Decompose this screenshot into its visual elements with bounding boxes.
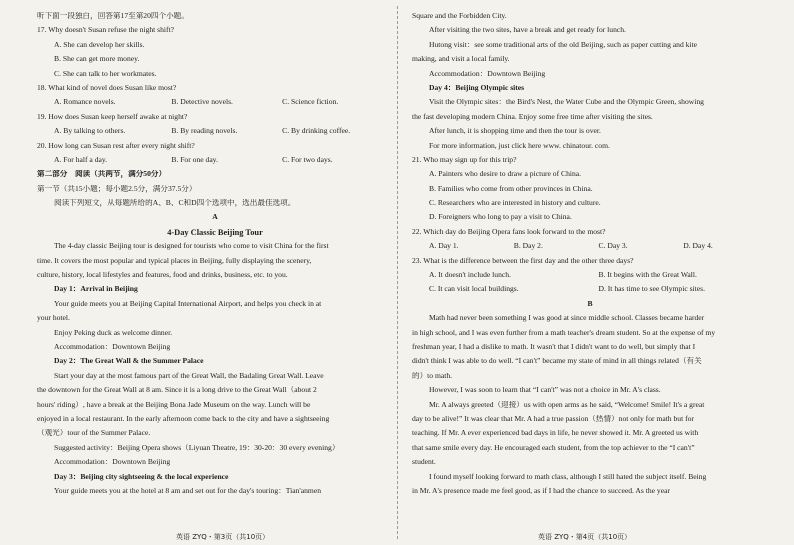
page-divider bbox=[397, 6, 398, 539]
day-4-heading: Day 4：Beijing Olympic sites bbox=[429, 83, 525, 92]
passage-line: student. bbox=[412, 458, 436, 467]
passage-line: （观光）tour of the Summer Palace. bbox=[37, 429, 151, 438]
q21-option-c: C. Researchers who are interested in history and culture. bbox=[429, 199, 601, 208]
q23-option-b: B. It begins with the Great Wall. bbox=[598, 271, 697, 280]
q22-option-b: B. Day 2. bbox=[513, 242, 543, 251]
q21-option-b: B. Families who come from other provinces in China. bbox=[429, 184, 593, 193]
passage-line: Start your day at the most famous part of the Great Wall, the Badaling Great Wall. Leave bbox=[54, 371, 324, 380]
passage-line: the downtown for the Great Wall at 8 am. Since it is a long drive to the Great Wall（about 2 bbox=[37, 386, 317, 395]
passage-line: After lunch, it is shopping time and then the tour is over. bbox=[429, 127, 601, 136]
part-two-heading: 第二部分 阅读（共两节，满分50分） bbox=[37, 170, 167, 179]
q19-option-a: A. By talking to others. bbox=[54, 127, 126, 136]
passage-line: Visit the Olympic sites：the Bird's Nest, the Water Cube and the Olympic Green, showing bbox=[429, 98, 704, 107]
passage-title: 4-Day Classic Beijing Tour bbox=[167, 227, 263, 237]
section-one-heading: 第一节（共15小题；每小题2.5分，满分37.5分） bbox=[37, 184, 197, 193]
passage-line: culture, history, local lifestyles and features, food and drinks, business, etc. to you. bbox=[37, 271, 288, 280]
q22-options bbox=[412, 242, 768, 256]
q18-options bbox=[37, 98, 393, 112]
day-3-heading: Day 3：Beijing city sightseeing & the local experience bbox=[54, 472, 229, 481]
passage-line: enjoyed in a local restaurant. In the early afternoon come back to the city and have a sightseeing bbox=[37, 414, 330, 423]
q20-option-c: C. For two days. bbox=[282, 155, 333, 164]
q23-option-a: A. It doesn't include lunch. bbox=[429, 271, 511, 280]
q21-option-a: A. Painters who desire to draw a picture of China. bbox=[429, 170, 582, 179]
passage-line: day to be alive!” It was clear that Mr. A had a true passion（热情）not only for math but for bbox=[412, 414, 694, 423]
passage-line: Your guide meets you at Beijing Capital International Airport, and helps you check in at bbox=[54, 299, 322, 308]
q19-option-c: C. By drinking coffee. bbox=[282, 127, 351, 136]
passage-line: 的）to math. bbox=[412, 371, 453, 380]
day-1-heading: Day 1：Arrival in Beijing bbox=[54, 285, 138, 294]
passage-line: Enjoy Peking duck as welcome dinner. bbox=[54, 328, 173, 337]
passage-line: freshman year, I had a dislike to math. It wasn't that I didn't want to do well, but simply that I bbox=[412, 342, 696, 351]
question-19: 19. How does Susan keep herself awake at night? bbox=[37, 112, 188, 121]
passage-line: in Mr. A's presence made me feel good, as if I had the chance to succeed. As the year bbox=[412, 486, 670, 495]
left-page-footer: 英语 ZYQ・第3页（共10页） bbox=[176, 532, 270, 541]
q22-option-d: D. Day 4. bbox=[683, 242, 713, 251]
question-21: 21. Who may sign up for this trip? bbox=[412, 155, 517, 164]
passage-line: making, and visit a local family. bbox=[412, 55, 510, 64]
q22-option-c: C. Day 3. bbox=[598, 242, 628, 251]
day-2-heading: Day 2：The Great Wall & the Summer Palace bbox=[54, 357, 204, 366]
q20-option-a: A. For half a day. bbox=[54, 155, 108, 164]
q23-options-row-1 bbox=[412, 271, 768, 285]
passage-letter-a: A bbox=[212, 213, 218, 222]
passage-line: For more information, just click here www. chinatour. com. bbox=[429, 141, 610, 150]
passage-line: teaching. If Mr. A ever experienced bad days in life, he never showed it. Mr. A greeted us with bbox=[412, 429, 699, 438]
passage-line: didn't think I was able to do well. “I can't” became my state of mind in all things related（有关 bbox=[412, 357, 702, 366]
right-page-footer: 英语 ZYQ・第4页（共10页） bbox=[538, 532, 632, 541]
q18-option-b: B. Detective novels. bbox=[171, 98, 233, 107]
passage-line: hours' riding）, have a break at the Beijing Bona Jade Museum on the way. Lunch will be bbox=[37, 400, 311, 409]
passage-line: Accommodation：Downtown Beijing bbox=[54, 342, 171, 351]
question-17: 17. Why doesn't Susan refuse the night shift? bbox=[37, 26, 175, 35]
passage-line: in high school, and I was even further from a math teacher's dream student. So at the expense of my bbox=[412, 328, 716, 337]
q19-option-b: B. By reading novels. bbox=[171, 127, 238, 136]
passage-line: Accommodation：Downtown Beijing bbox=[429, 69, 546, 78]
q17-option-a: A. She can develop her skills. bbox=[54, 40, 145, 49]
passage-line: that same smile every day. He encouraged each student, from the top achiever to the “I can't” bbox=[412, 443, 695, 452]
passage-line: Accommodation：Downtown Beijing bbox=[54, 458, 171, 467]
passage-line: The 4-day classic Beijing tour is designed for tourists who come to visit China for the first bbox=[54, 242, 329, 251]
passage-line: Math had never been something I was good at since middle school. Classes became harder bbox=[429, 314, 705, 323]
passage-line: Mr. A always greeted（迎接）us with open arms as he said, “Welcome! Smile! It's a great bbox=[429, 400, 705, 409]
q19-options bbox=[37, 127, 393, 141]
q21-option-d: D. Foreigners who long to pay a visit to China. bbox=[429, 213, 572, 222]
q22-option-a: A. Day 1. bbox=[429, 242, 459, 251]
question-22: 22. Which day do Beijing Opera fans look forward to the most? bbox=[412, 227, 606, 236]
left-page bbox=[37, 12, 393, 501]
passage-line: After visiting the two sites, have a break and get ready for lunch. bbox=[429, 26, 626, 35]
passage-line: I found myself looking forward to math class, although I still hated the subject itself. Being bbox=[429, 472, 707, 481]
passage-line: Square and the Forbidden City. bbox=[412, 12, 507, 20]
q23-option-d: D. It has time to see Olympic sites. bbox=[598, 285, 706, 294]
q23-option-c: C. It can visit local buildings. bbox=[429, 285, 519, 294]
q18-option-c: C. Science fiction. bbox=[282, 98, 339, 107]
passage-line: your hotel. bbox=[37, 314, 70, 323]
right-page bbox=[412, 12, 768, 501]
listening-intro: 听下面一段独白，回答第17至第20四个小题。 bbox=[37, 12, 189, 20]
q17-option-b: B. She can get more money. bbox=[54, 55, 140, 64]
passage-letter-b: B bbox=[587, 299, 593, 308]
passage-line: Hutong visit：see some traditional arts of the old Beijing, such as paper cutting and kite bbox=[429, 40, 698, 49]
passage-line: Suggested activity：Beijing Opera shows（Liyuan Theatre, 19：30-20：30 every evening） bbox=[54, 443, 340, 452]
q23-options-row-2 bbox=[412, 285, 768, 299]
question-23: 23. What is the difference between the first day and the other three days? bbox=[412, 256, 634, 265]
q20-option-b: B. For one day. bbox=[171, 155, 218, 164]
question-20: 20. How long can Susan rest after every night shift? bbox=[37, 141, 195, 150]
passage-line: time. It covers the most popular and typical places in Beijing, fully displaying the scenery, bbox=[37, 256, 312, 265]
passage-line: the fast developing modern China. Enjoy some free time after visiting the sites. bbox=[412, 112, 653, 121]
q17-option-c: C. She can talk to her workmates. bbox=[54, 69, 157, 78]
passage-line: However, I was soon to learn that “I can't” was not a choice in Mr. A's class. bbox=[429, 386, 661, 395]
question-18: 18. What kind of novel does Susan like most? bbox=[37, 83, 177, 92]
q20-options bbox=[37, 156, 393, 170]
passage-line: Your guide meets you at the hotel at 8 am and set out for the day's touring：Tian'anmen bbox=[54, 486, 322, 495]
reading-instruction: 阅读下列短文，从每题所给的A、B、C和D四个选项中，选出最佳选项。 bbox=[54, 199, 296, 208]
q18-option-a: A. Romance novels. bbox=[54, 98, 116, 107]
